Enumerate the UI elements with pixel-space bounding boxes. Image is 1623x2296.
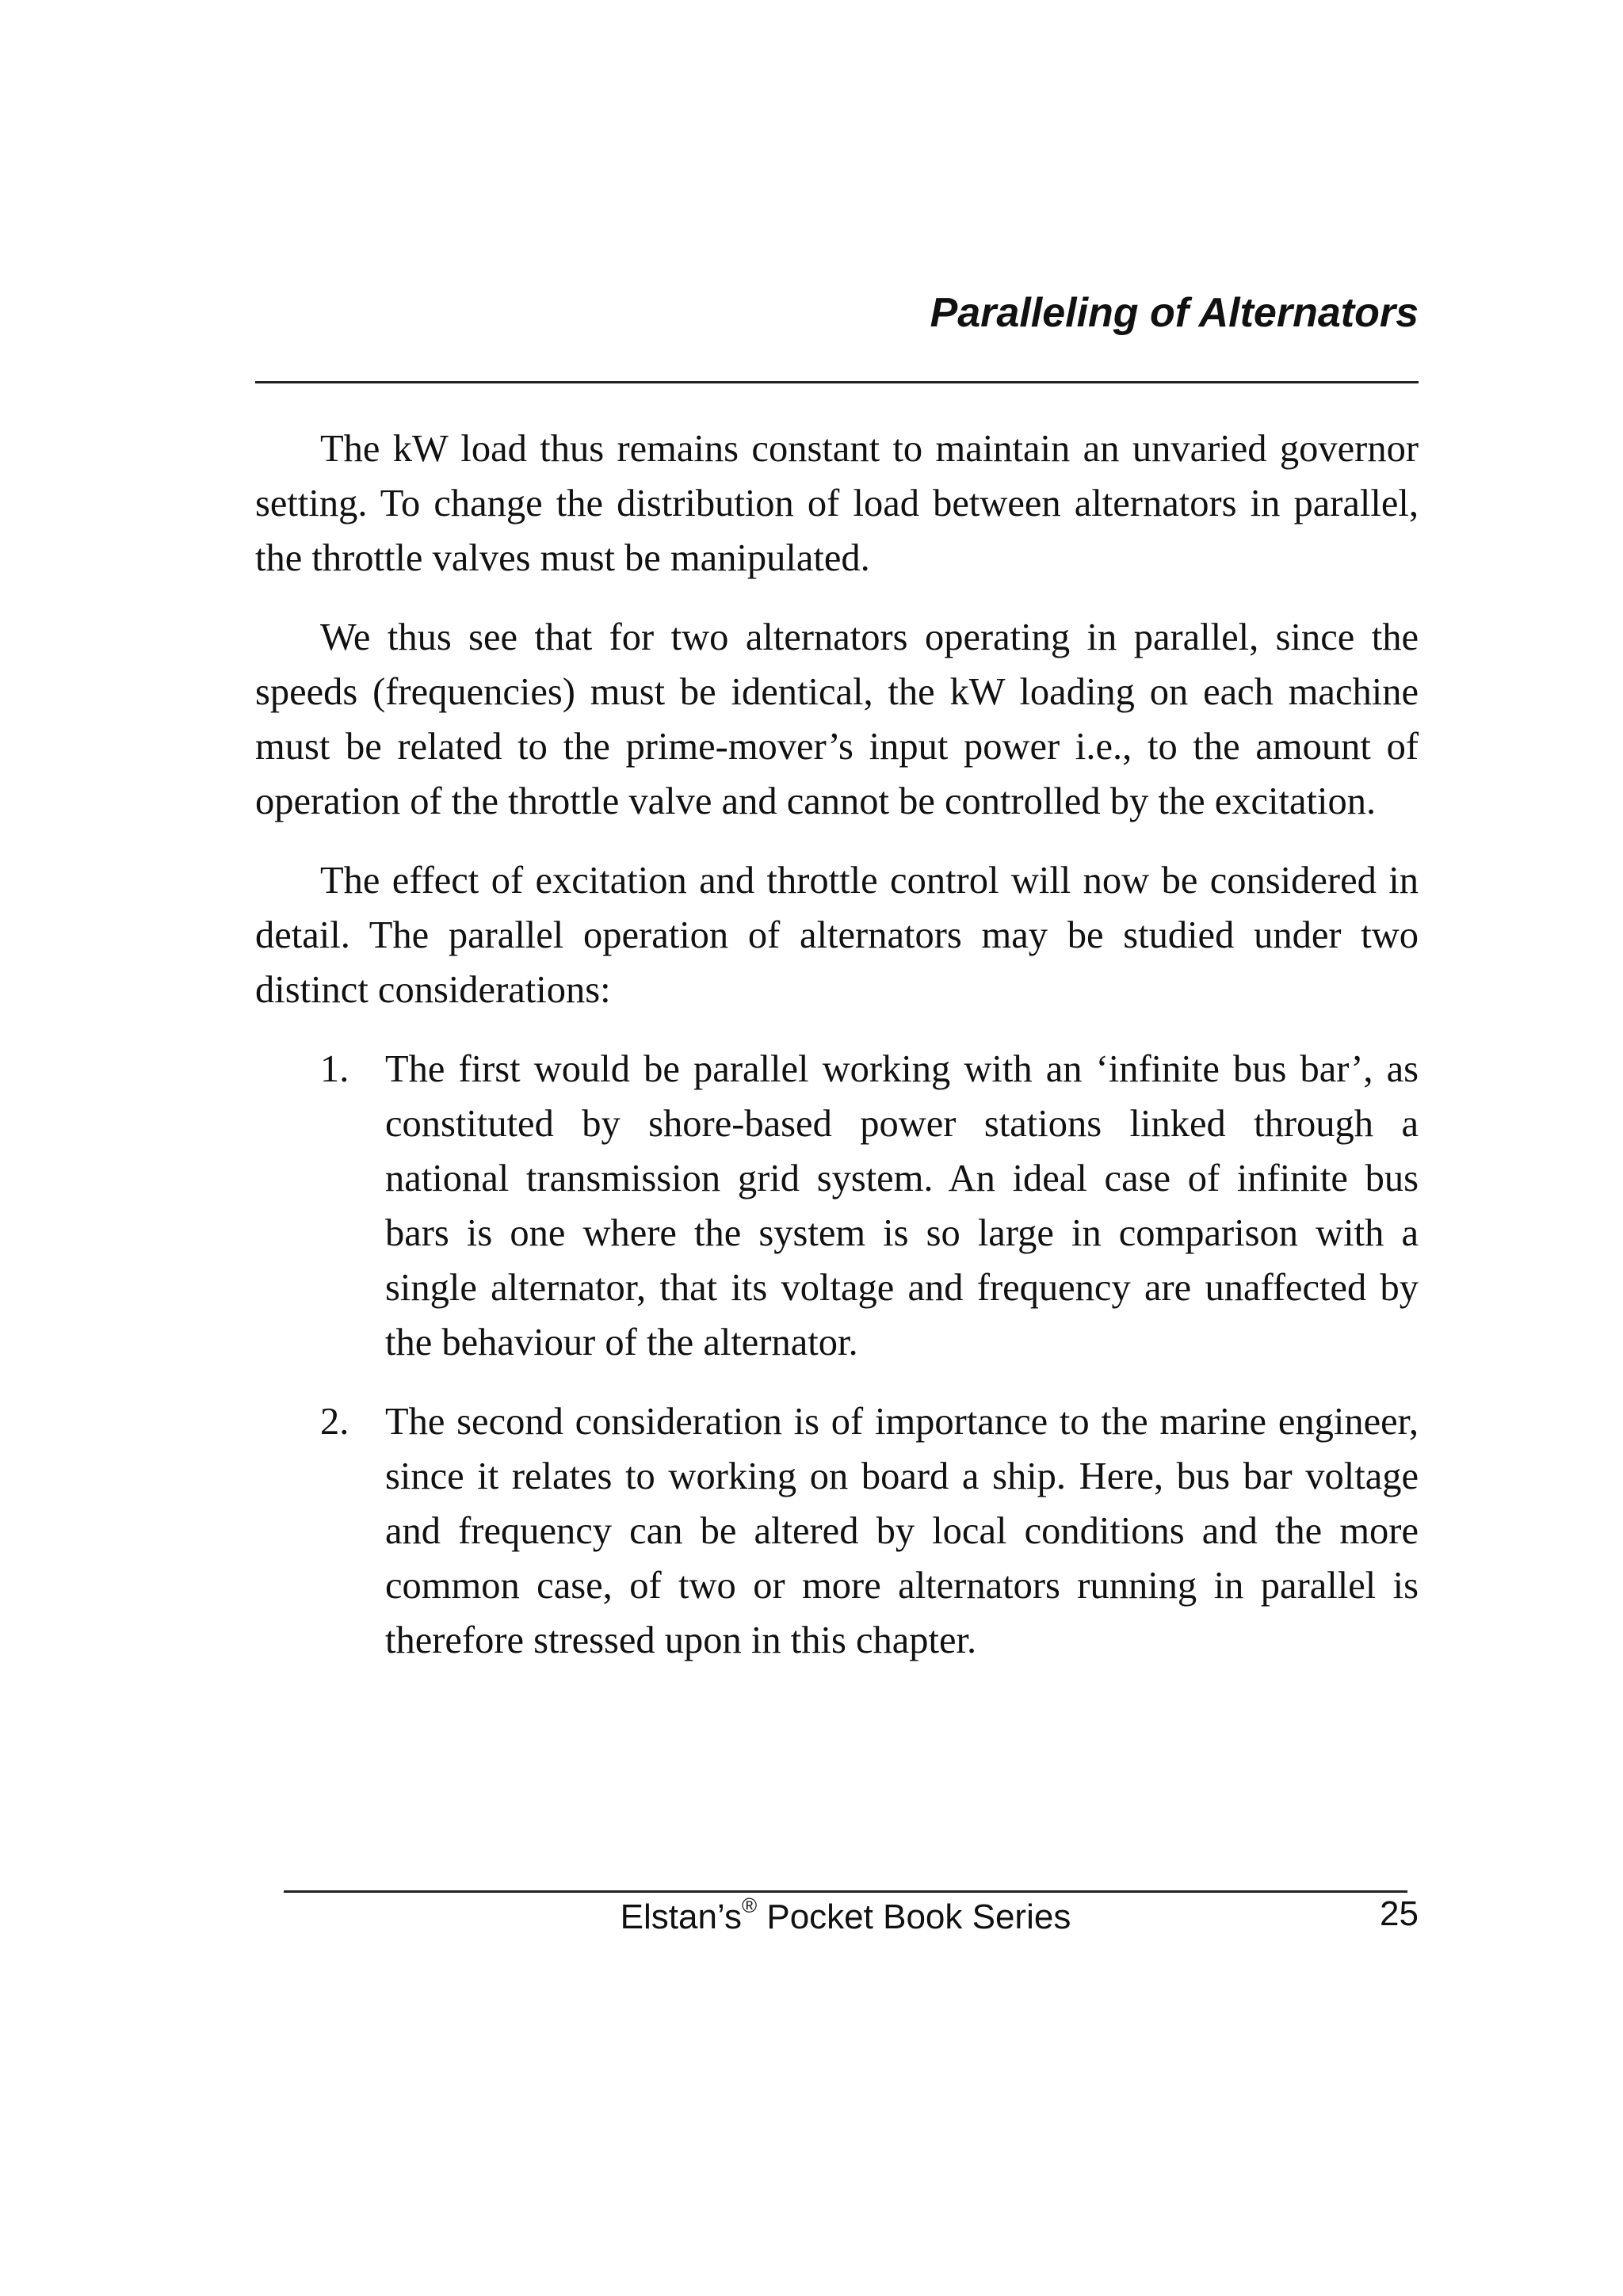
paragraph: The kW load thus remains constant to maintain an unvaried governor setting. To change the distribution of load between alternators in parallel, the throttle valves must be manipulated. — [255, 428, 1419, 579]
list-item — [255, 1042, 1419, 1370]
page-number: 25 — [1380, 1894, 1419, 1933]
list-item-text: The first would be parallel working with an ‘infinite bus bar’, as constituted by shore-based power stations linked through a national transmission grid system. An ideal case of infinite bus bars is one where the system is so large in comparison with a single alternator, that its voltage and frequency are unaffected by the behaviour of the alternator. — [385, 1048, 1419, 1363]
paragraph: The effect of excitation and throttle control will now be considered in detail. The parallel operation of alternators may be studied under two distinct considerations: — [255, 860, 1419, 1011]
page-footer — [284, 1894, 1419, 1941]
series-name: Elstan’s — [620, 1897, 742, 1936]
header-rule — [255, 381, 1419, 383]
numbered-list — [255, 1042, 1419, 1668]
paragraph: We thus see that for two alternators operating in parallel, since the speeds (frequencies) must be identical, the kW loading on each machine must be related to the prime-mover’s input power i.e., to the amount of operation of the throttle valve and cannot be controlled by the excitation. — [255, 616, 1419, 822]
footer-rule — [284, 1890, 1407, 1893]
body-text — [255, 421, 1419, 1692]
list-item-text: The second consideration is of importance to the marine engineer, since it relates to working on board a ship. Here, bus bar voltage and frequency can be altered by local conditions and the more common case, of two or more alternators running in parallel is therefore stressed upon in this chapter. — [385, 1401, 1419, 1661]
list-item-number: 1. — [320, 1048, 349, 1090]
registered-mark: ® — [741, 1894, 758, 1918]
list-item — [255, 1394, 1419, 1668]
list-item-number: 2. — [320, 1401, 349, 1443]
series-suffix: Pocket Book Series — [766, 1897, 1071, 1936]
series-title — [284, 1894, 1407, 1941]
running-head-title: Paralleling of Alternators — [930, 290, 1419, 336]
